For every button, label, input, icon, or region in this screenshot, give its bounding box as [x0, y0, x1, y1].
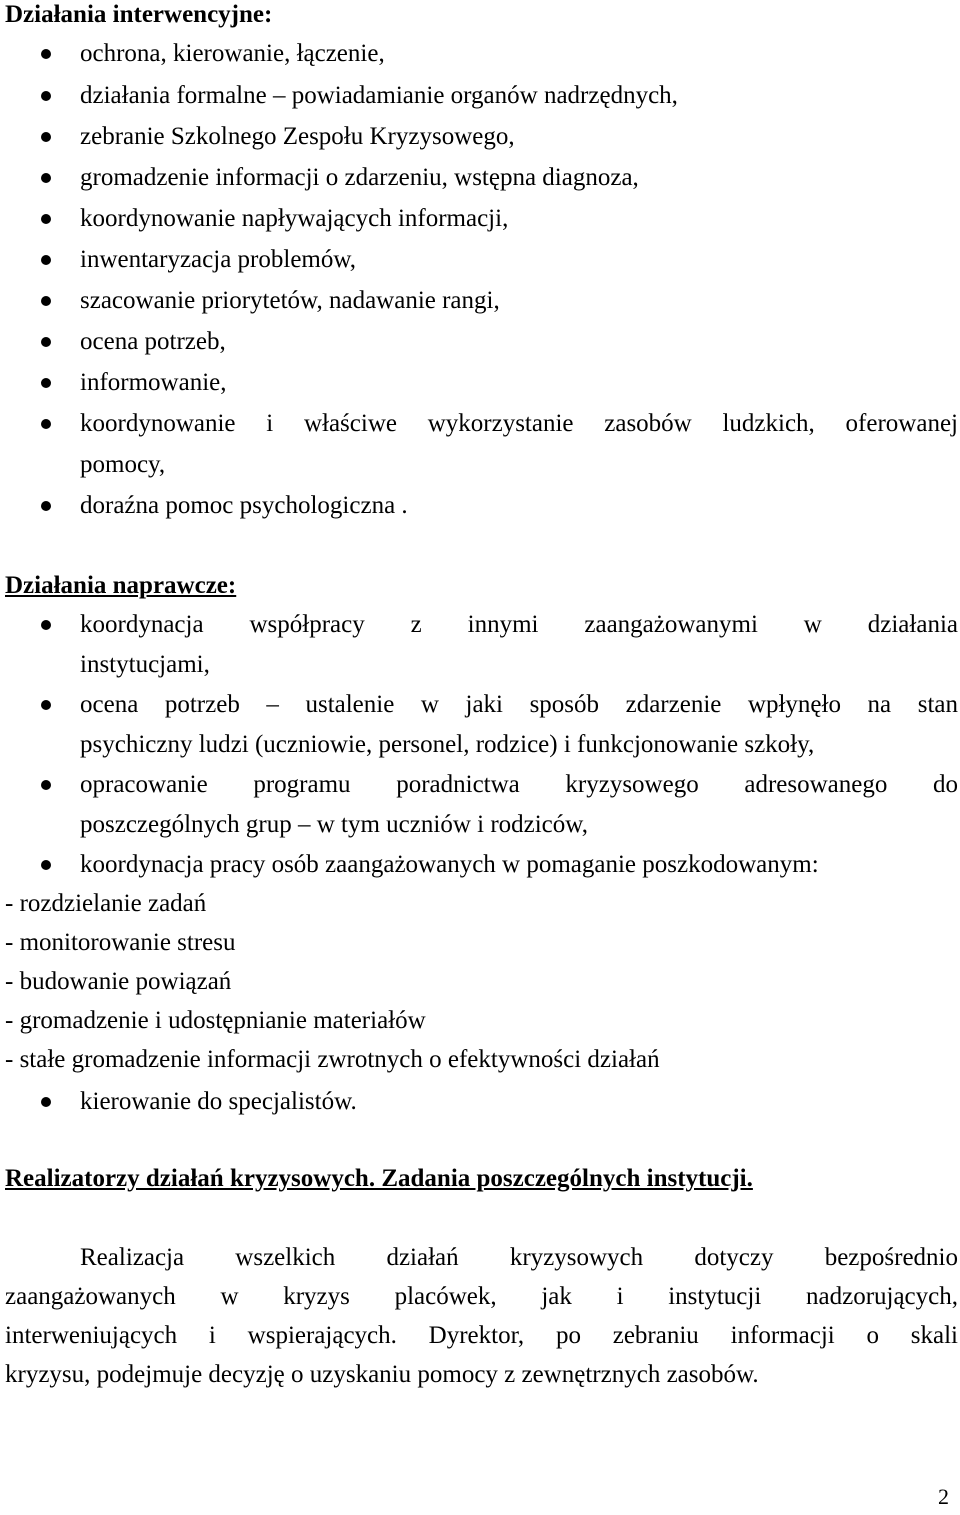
bullet-icon [41, 255, 51, 265]
list-item: ocena potrzeb, [0, 322, 960, 362]
list-item: inwentaryzacja problemów, [0, 240, 960, 280]
dash-item: - budowanie powiązań [5, 968, 232, 995]
list-item: koordynowanie napływających informacji, [0, 199, 960, 239]
list-item: doraźna pomoc psychologiczna . [0, 486, 960, 526]
dash-item: - gromadzenie i udostępnianie materiałów [5, 1007, 426, 1034]
bullet-icon [41, 780, 51, 790]
list-item-continuation: pomocy, [80, 451, 166, 478]
list-item: opracowanie programu poradnictwa kryzysowego adresowanego do [0, 765, 960, 805]
bullet-icon [41, 91, 51, 101]
list-item: ocena potrzeb – ustalenie w jaki sposób zdarzenie wpłynęło na stan [0, 685, 960, 725]
list-item: koordynacja pracy osób zaangażowanych w pomaganie poszkodowanym: [0, 845, 960, 885]
heading-interventions: Działania interwencyjne: [5, 1, 273, 28]
bullet-icon [41, 49, 51, 59]
dash-item: - stałe gromadzenie informacji zwrotnych o efektywności działań [5, 1046, 660, 1073]
list-item: kierowanie do specjalistów. [0, 1082, 960, 1122]
paragraph-line: interweniujących i wspierających. Dyrektor, po zebraniu informacji o skali [5, 1322, 958, 1349]
list-item-continuation: instytucjami, [80, 651, 210, 678]
list-item: koordynacja współpracy z innymi zaangażowanymi w działania [0, 605, 960, 645]
page-number: 2 [938, 1484, 949, 1509]
list-item: gromadzenie informacji o zdarzeniu, wstępna diagnoza, [0, 158, 960, 198]
list-item: szacowanie priorytetów, nadawanie rangi, [0, 281, 960, 321]
list-item: zebranie Szkolnego Zespołu Kryzysowego, [0, 117, 960, 157]
dash-item: - monitorowanie stresu [5, 929, 236, 956]
bullet-icon [41, 700, 51, 710]
list-item: działania formalne – powiadamianie organów nadrzędnych, [0, 76, 960, 116]
list-item-continuation: poszczególnych grup – w tym uczniów i rodziców, [80, 811, 588, 838]
bullet-icon [41, 860, 51, 870]
paragraph-line: kryzysu, podejmuje decyzję o uzyskaniu pomocy z zewnętrznych zasobów. [5, 1361, 759, 1388]
bullet-icon [41, 214, 51, 224]
heading-corrective-actions: Działania naprawcze: [5, 572, 237, 599]
bullet-icon [41, 419, 51, 429]
bullet-icon [41, 1097, 51, 1107]
bullet-icon [41, 378, 51, 388]
list-item: koordynowanie i właściwe wykorzystanie zasobów ludzkich, oferowanej [0, 404, 960, 444]
bullet-icon [41, 132, 51, 142]
dash-item: - rozdzielanie zadań [5, 890, 207, 917]
list-item-continuation: psychiczny ludzi (uczniowie, personel, rodzice) i funkcjonowanie szkoły, [80, 731, 815, 758]
bullet-icon [41, 296, 51, 306]
paragraph-line: Realizacja wszelkich działań kryzysowych dotyczy bezpośrednio [80, 1244, 958, 1271]
bullet-icon [41, 173, 51, 183]
bullet-icon [41, 337, 51, 347]
bullet-icon [41, 620, 51, 630]
heading-crisis-actors: Realizatorzy działań kryzysowych. Zadania poszczególnych instytucji. [5, 1165, 753, 1192]
paragraph-line: zaangażowanych w kryzys placówek, jak i instytucji nadzorujących, [5, 1283, 958, 1310]
list-item: ochrona, kierowanie, łączenie, [0, 34, 960, 74]
bullet-icon [41, 501, 51, 511]
list-item: informowanie, [0, 363, 960, 403]
